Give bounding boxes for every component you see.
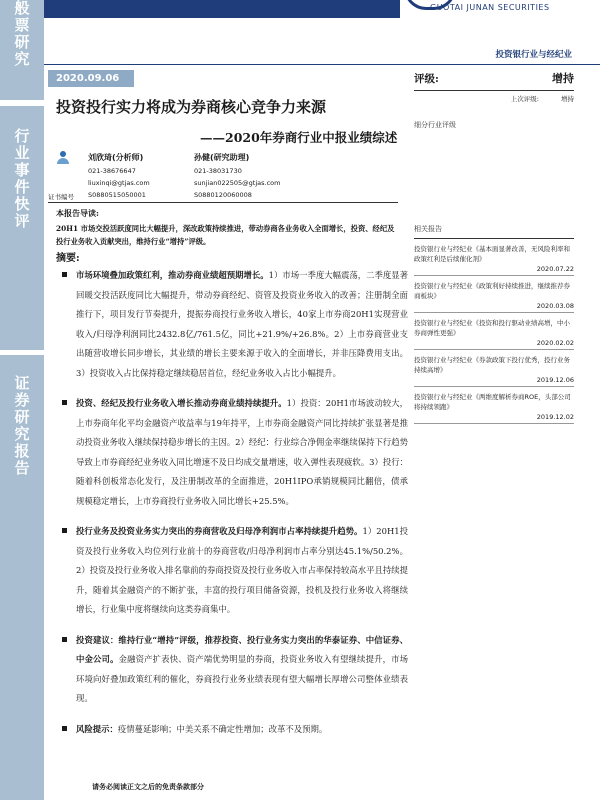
analyst-name: 刘欣琦(分析师) — [88, 153, 144, 162]
bullet-square-icon — [62, 637, 67, 642]
bullet-text: 1）20H1投资及投行业务收入均位列行业前十的券商营收/归母净利润市占率分别达45.1%/50.2%。2）投资及投行业务收入排名靠前的券商投资及投行业务收入市占率保持较高水平且持续提升，随着其金融资产的不断扩张，丰富的投行项目储备资源，投机及投行业务收入将继续增长，行业集中度将继续向这类券商集中。 — [76, 526, 409, 614]
related-item-divider — [414, 275, 574, 276]
related-item-date: 2020.02.02 — [536, 339, 574, 347]
related-item[interactable] — [414, 319, 574, 350]
related-reports — [414, 224, 574, 424]
sidebar-char: 评 — [14, 212, 30, 230]
related-item-date: 2020.07.22 — [536, 265, 574, 273]
rating-divider — [414, 90, 574, 91]
assistant-info — [194, 152, 280, 199]
related-item-date: 2019.12.02 — [536, 413, 574, 421]
related-item-divider — [414, 386, 574, 387]
sidebar-block-research-report — [0, 375, 44, 477]
analyst-phone: 021-38676647 — [88, 167, 136, 175]
bullet-text: 疫情蔓延影响；中美关系不确定性增加；改革不及预期。 — [117, 723, 328, 734]
sidebar-divider — [0, 100, 44, 106]
sidebar-char: 般 — [14, 0, 30, 17]
sidebar-block-report-type — [0, 128, 44, 230]
sidebar-char: 告 — [14, 459, 30, 477]
assistant-cert: S0880120060008 — [194, 191, 252, 199]
bullet-square-icon — [62, 726, 67, 731]
sidebar-char: 业 — [14, 144, 30, 162]
person-icon — [56, 151, 70, 165]
analyst-info — [88, 152, 150, 199]
related-title: 相关报告 — [414, 225, 442, 233]
bullet-heading: 投资、经纪及投行业务收入增长推动券商业绩持续提升。 — [76, 398, 287, 408]
related-item-title: 投资银行业与经纪业《基本面显著改善，无风险利率和政策红利是后续催化剂》 — [414, 245, 570, 263]
report-guide — [56, 208, 396, 264]
abstract-title: 摘要: — [56, 253, 80, 264]
industry-tag: 投资银行业与经纪业 — [495, 50, 572, 60]
sidebar-char: 事 — [14, 161, 30, 179]
sidebar-char: 研 — [14, 33, 30, 51]
header-divider — [44, 64, 600, 65]
bullet-square-icon — [62, 528, 67, 533]
bullet-heading: 风险提示： — [76, 723, 118, 734]
abstract-bullet — [56, 720, 408, 740]
bullet-text: 金融资产扩表快、资产端优势明显的券商，投资业务收入有望继续提升，市场环境向好叠加政策红利的催化，券商投行业务业绩表现有望大幅增长厚增公司整体业绩表现。 — [76, 654, 409, 703]
sidebar-char: 快 — [14, 195, 30, 213]
bullet-heading: 投行业务及投资业务实力突出的券商营收及归母净利润市占率持续提升趋势。 — [76, 526, 363, 536]
company-logo — [400, 0, 600, 18]
sidebar-char: 究 — [14, 50, 30, 68]
bullet-square-icon — [62, 400, 67, 405]
analyst-cert: S0880515050001 — [88, 191, 146, 199]
report-title: 投资投行实力将成为券商核心竞争力来源 — [56, 98, 327, 116]
bullet-square-icon — [62, 272, 67, 277]
abstract-bullet — [56, 394, 408, 511]
sidebar-char: 证 — [14, 374, 30, 392]
left-sidebar — [0, 0, 44, 800]
sidebar-char: 究 — [14, 425, 30, 443]
rating-box — [414, 70, 574, 103]
related-item[interactable] — [414, 356, 574, 387]
bullet-heading: 市场环境叠加政策红利，推动券商业绩超预期增长。 — [76, 270, 269, 280]
assistant-email: sunjian022505@gtjas.com — [194, 179, 281, 187]
related-item-date: 2019.12.06 — [536, 376, 574, 384]
sidebar-char: 研 — [14, 408, 30, 426]
disclaimer-footer: 请务必阅读正文之后的免责条款部分 — [92, 782, 204, 791]
assistant-phone: 021-38031730 — [194, 167, 242, 175]
bullet-text: 1）市场一季度大幅震荡，二季度显著回暖交投活跃度同比大幅提升，带动券商经纪、资管及投资业务收入的改善；注册制全面推行下，项目发行节奏提升，提振券商投行业务收入增长，40家上市券商20H1实现营业收入/归母净利润同比2432.8亿/761.5亿，同比+21.9%/+26.8%。2）上市券商营业支出随营收增长同步增长，其业绩的增长主要来源于收入的全面增长，并非压降费用支出。3）投资收入占比保持稳定继续稳居首位，经纪业务收入占比小幅提升。 — [76, 270, 409, 378]
guide-title: 本报告导读: — [56, 208, 99, 218]
assistant-name: 孙健(研究助理) — [194, 153, 250, 162]
related-item-divider — [414, 423, 574, 424]
related-item-title: 投资银行业与经纪业《投资和投行驱动业绩高增，中小券商弹性更强》 — [414, 319, 570, 337]
sidebar-char: 报 — [14, 442, 30, 460]
cert-label: 证书编号 — [48, 193, 74, 201]
related-item-title: 投资银行业与经纪业《券款政策下投行优秀，投行业务持续高增》 — [414, 356, 570, 374]
related-item[interactable] — [414, 245, 574, 276]
prev-rating-value: 增持 — [561, 95, 574, 103]
bullet-text: 1）投资：20H1市场波动较大，上市券商年化平均金融资产收益率与19年持平，上市券商金融资产同比持续扩张显著是推动投资业务收入继续保持稳步增长的主因。2）经纪：行业综合净佣金率继续保持下行趋势导致上市券商经纪业务收入同比增速不及日均成交量增速，收入弹性表现疲软。3）投行：随着科创板常态化发行，及注册制改革的全面推进，20H1IPO承销规模同比翻倍，债承规模稳定增长，上市券商投行业务收入同比增长+25.5%。 — [76, 398, 408, 506]
related-item-title: 投资银行业与经纪业《两维度解析券商ROE，头部公司将持续领跑》 — [414, 393, 571, 411]
sidebar-char: 票 — [14, 16, 30, 34]
related-item-date: 2020.03.08 — [536, 302, 574, 310]
related-item[interactable] — [414, 393, 574, 424]
related-item-divider — [414, 312, 574, 313]
rating-value: 增持 — [552, 72, 574, 85]
bullet-heading: 投资建议：维持行业“增持”评级，推荐投资、投行业务实力突出的华泰证券、中信证券、中金公司。 — [76, 634, 408, 664]
abstract-bullet — [56, 631, 408, 709]
prev-rating-label: 上次评级: — [510, 95, 539, 103]
abstract-bullet — [56, 522, 408, 620]
sidebar-divider — [0, 350, 44, 355]
sidebar-char: 件 — [14, 178, 30, 196]
related-divider — [414, 238, 574, 239]
sidebar-block-top — [0, 0, 44, 68]
author-divider — [48, 202, 398, 203]
guide-body: 20H1 市场交投活跃度同比大幅提升，深改政策持续推进，带动券商各业务收入全面增长，投资、经纪及投行业务收入贡献突出，维持行业“增持”评级。 — [56, 224, 395, 246]
related-item-title: 投资银行业与经纪业《政策利好持续推进，继续推荐券商板块》 — [414, 282, 570, 300]
report-date: 2020.09.06 — [48, 70, 134, 87]
rating-label: 评级: — [414, 73, 439, 85]
related-item[interactable] — [414, 282, 574, 313]
abstract-bullets — [56, 266, 408, 750]
report-subtitle: ——2020年券商行业中报业绩综述 — [200, 130, 398, 145]
analyst-email: liuxinqi@gtjas.com — [88, 179, 150, 187]
sidebar-char: 券 — [14, 391, 30, 409]
abstract-bullet — [56, 266, 408, 383]
related-item-divider — [414, 349, 574, 350]
sidebar-char: 行 — [14, 127, 30, 145]
logo-text: GUOTAI JUNAN SECURITIES — [430, 3, 550, 12]
sub-industry-rating: 细分行业评级 — [414, 121, 456, 129]
